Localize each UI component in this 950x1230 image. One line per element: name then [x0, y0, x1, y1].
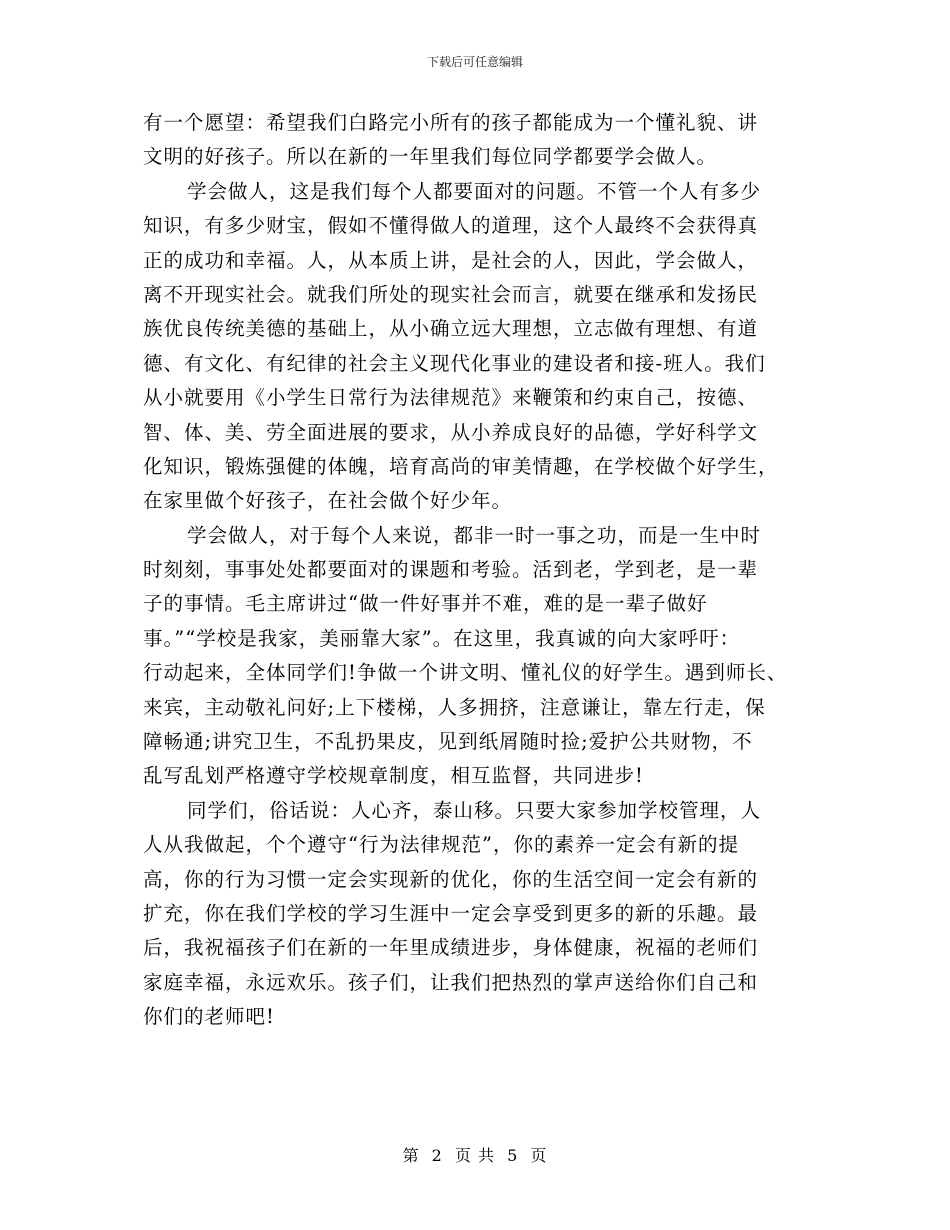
text-line: 事。”“学校是我家，美丽靠大家”。在这里，我真诚的向大家呼吁：: [143, 626, 741, 650]
text-line: 智、体、美、劳全面进展的要求，从小养成良好的品德，学好科学文: [143, 420, 759, 444]
page-number-suffix: 页: [530, 1146, 548, 1165]
page-footer: [0, 1146, 950, 1166]
page-number-prefix: 第: [402, 1146, 420, 1165]
total-page-count: 5: [507, 1146, 519, 1165]
text-line: 障畅通;讲究卫生，不乱扔果皮，见到纸屑随时捡;爱护公共财物，不: [143, 730, 753, 754]
body-text: [143, 106, 798, 1035]
text-line: 离不开现实社会。就我们所处的现实社会而言，就要在继承和发扬民: [143, 282, 759, 306]
text-line: 行动起来，全体同学们!争做一个讲文明、懂礼仪的好学生。遇到师长、: [143, 661, 788, 685]
current-page-number: 2: [431, 1146, 443, 1165]
text-line: 家庭幸福，永远欢乐。孩子们，让我们把热烈的掌声送给你们自己和: [143, 970, 759, 994]
text-line: 知识，有多少财宝，假如不懂得做人的道理，这个人最终不会获得真: [143, 214, 759, 238]
text-line: 化知识，锻炼强健的体魄，培育高尚的审美情趣，在学校做个好学生，: [143, 454, 779, 478]
text-line: 从小就要用《小学生日常行为法律规范》来鞭策和约束自己，按德、: [143, 386, 759, 410]
text-line: 族优良传统美德的基础上，从小确立远大理想，立志做有理想、有道: [143, 317, 759, 341]
page-header: 下载后可任意编辑: [426, 55, 523, 69]
text-line: 正的成功和幸福。人，从本质上讲，是社会的人，因此，学会做人，: [143, 248, 759, 272]
paragraph-first-line: 学会做人，这是我们每个人都要面对的问题。不管一个人有多少: [187, 179, 762, 203]
text-line: 高，你的行为习惯一定会实现新的优化，你的生活空间一定会有新的: [143, 867, 759, 891]
text-line: 有一个愿望：希望我们白路完小所有的孩子都能成为一个懂礼貌、讲: [143, 111, 759, 134]
text-line: 文明的好孩子。所以在新的一年里我们每位同学都要学会做人。: [143, 145, 718, 169]
text-line: 你们的老师吧!: [143, 1005, 275, 1029]
paragraph-first-line: 同学们，俗话说：人心齐，泰山移。只要大家参加学校管理，人: [187, 798, 762, 822]
paragraph-first-line: 学会做人，对于每个人来说，都非一时一事之功，而是一生中时: [187, 523, 762, 547]
text-line: 德、有文化、有纪律的社会主义现代化事业的建设者和接-班人。我们: [143, 351, 766, 375]
text-line: 来宾，主动敬礼问好;上下楼梯，人多拥挤，注意谦让，靠左行走，保: [143, 695, 766, 719]
text-line: 子的事情。毛主席讲过“做一件好事并不难，难的是一辈子做好: [143, 592, 708, 616]
text-line: 在家里做个好孩子，在社会做个好少年。: [143, 489, 513, 513]
page-number-middle: 页 共: [454, 1146, 496, 1165]
text-line: 人从我做起，个个遵守“行为法律规范”，你的素养一定会有新的提: [143, 833, 739, 857]
text-line: 后，我祝福孩子们在新的一年里成绩进步，身体健康，祝福的老师们: [143, 936, 759, 960]
text-line: 乱写乱划严格遵守学校规章制度，相互监督，共同进步!: [143, 764, 644, 788]
text-line: 扩充，你在我们学校的学习生涯中一定会享受到更多的新的乐趣。最: [143, 901, 759, 925]
text-line: 时刻刻，事事处处都要面对的课题和考验。活到老，学到老，是一辈: [143, 558, 759, 582]
